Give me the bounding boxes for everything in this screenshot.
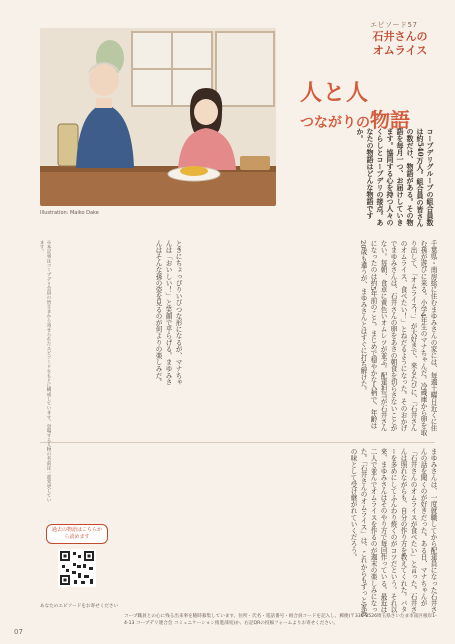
qr-code-icon[interactable]: [58, 549, 96, 587]
series-title-pre: つながりの: [300, 115, 370, 131]
story-body-middle: ときにちょっぴりいびつな形になるが、マナちゃんは「おいしい！」と笑顔で平らげる。まゆみさんはそんな孫の姿を見るのが何よりの楽しみだ。: [154, 240, 182, 386]
story-illustration: [40, 28, 276, 206]
story-body-lower: まゆみさんは、一度就職してから配達員になった石井さんの話を聞くのが好きだった。ある日、マナちゃんが「石井さんのオムライスが食べたい」と言った。石井さんは照れながらも、自分の作り方を教えてくれた。バターを多めにしてふんわり焼くのがコツだという。それ以来、まゆみさんはそのやり方で毎回作っている。最近は二人で並んでオムライスを作るのが週末の楽しみになった。「石井さんのオムライス」は、これからもずっと家族の味として受け継がれていくだろう。: [349, 448, 437, 617]
submission-notice: コープ職員との心に残る出来事を随時募集しています。住所・氏名・電話番号・組合員コードを記入し、郵便(〒336-8526埼玉県さいたま市南区根岸1-4-13 コープデリ連合会 コミュニケーション推進部宛)か、右記QRの投稿フォームよりお寄せください。: [124, 614, 437, 626]
story-body-upper: 千葉県・南房総に住むまゆみさんの家には、毎週土曜日近くに住む孫が遊びに来る。小学4年生のマナちゃんだ。冷蔵庫から卵を取り出して、「オムライス！」が大好きで、来るたびに、「石井さんのオムライス、食べたい！」とねだるようになった。そのおかげでまゆみさんは、石井さんの卵をあさの朝食を切らさないことがない。毎朝、食卓に黄色いオムレツが並ぶ。配達担当が石井さんになったのは約5年前のこと。まじめで穏やかな人柄で、年齢は20歳も違うが、まゆみさんとはすぐに打ち解けた。: [359, 240, 437, 436]
page-number: 07: [14, 628, 23, 636]
editorial-note: ※本記事はコープデリ会員の皆さまから寄せられたエピソードをもとに構成しています。登場する人物の名前は一部変更しています。: [39, 240, 51, 503]
series-title-big: 物語: [370, 108, 410, 132]
illustration-credit: Illustration: Maiko Dake: [40, 210, 99, 216]
subtitle-line-2: オムライス: [372, 44, 428, 57]
series-title-line-1: 人と人: [300, 80, 370, 106]
lead-text: コープデリグループの組合員数は約540万人。組合員の皆さんの数だけ、物語がある。その物語を毎月一つ、お届けしていきます。協同する心を持つ人々のくらしとコープデリの接点。あなたの物語はどんな物語ですか。: [356, 128, 435, 227]
episode-number: エピソード57: [370, 21, 418, 29]
qr-caption: あなたのエピソードをお寄せください: [40, 604, 119, 609]
column-divider: [40, 442, 435, 443]
qr-section: [46, 524, 108, 587]
subtitle-line-1: 石井さんの: [372, 30, 428, 43]
story-subtitle: [360, 30, 440, 58]
past-stories-link[interactable]: 過去の物語はこちらから読めます: [46, 524, 108, 544]
